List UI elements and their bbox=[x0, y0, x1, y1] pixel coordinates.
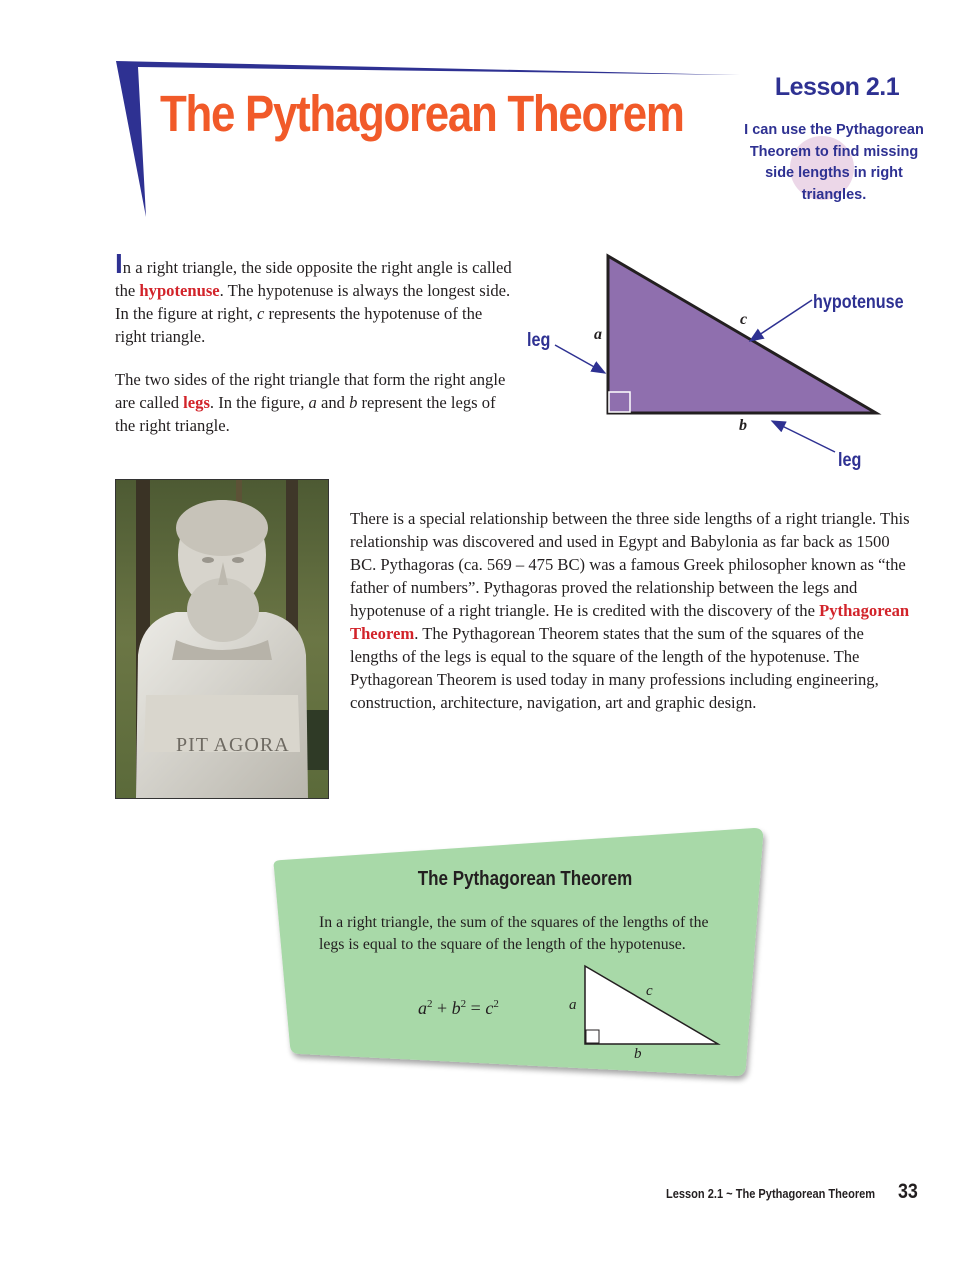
p1-var-c: c bbox=[256, 304, 265, 323]
term-pythagorean-theorem: Pythagorean Theorem bbox=[350, 601, 910, 643]
arrow-leg-left bbox=[555, 345, 605, 373]
small-var-b: b bbox=[634, 1046, 642, 1062]
theorem-card-title: The Pythagorean Theorem bbox=[417, 868, 633, 890]
formula-b: b bbox=[451, 998, 461, 1018]
learning-objective: I can use the Pythagorean Theorem to find missing side lengths in right triangles. bbox=[744, 122, 924, 203]
lesson-number: Lesson 2.1 bbox=[774, 73, 900, 101]
arrow-hypotenuse bbox=[750, 300, 812, 341]
var-c-label: c bbox=[740, 311, 748, 328]
formula-exp-b: 2 bbox=[460, 998, 467, 1010]
term-hypotenuse: hypotenuse bbox=[139, 281, 220, 300]
history-paragraph bbox=[350, 507, 915, 714]
p2-var-a: a bbox=[308, 393, 317, 412]
label-leg-left: leg bbox=[527, 330, 551, 351]
footer-lesson-title: Lesson 2.1 ~ The Pythagorean Theorem bbox=[666, 1186, 876, 1201]
page-title: The Pythagorean Theorem bbox=[160, 85, 684, 142]
history-text-b: . The Pythagorean Theorem states that the sum of the squares of the lengths of the legs is equal to the square of the length of the hypotenuse. The Pythagorean Theorem is used today in many professions including engineering, construction, architecture, navigation, art and graphic design. bbox=[350, 624, 879, 712]
p1-text-c: represents the hypotenuse of the right triangle. bbox=[115, 304, 483, 346]
triangle-shape bbox=[608, 256, 876, 413]
p2-text-a: The two sides of the right triangle that form the right angle are called bbox=[115, 370, 506, 412]
small-var-a: a bbox=[569, 997, 577, 1013]
intro-paragraph-2 bbox=[115, 368, 515, 437]
p2-text-and: and bbox=[316, 393, 350, 412]
term-legs: legs bbox=[183, 393, 210, 412]
statue-inscription: PIT AGORA bbox=[176, 734, 290, 756]
var-a-label: a bbox=[594, 326, 602, 343]
formula-c: c bbox=[485, 998, 494, 1018]
small-var-c: c bbox=[646, 983, 653, 999]
label-hypotenuse: hypotenuse bbox=[813, 292, 904, 313]
formula-plus: + bbox=[437, 998, 448, 1018]
label-leg-bottom: leg bbox=[838, 450, 862, 471]
var-b-label: b bbox=[739, 417, 747, 434]
formula-a: a bbox=[418, 998, 427, 1018]
formula-equals: = bbox=[470, 998, 481, 1018]
arrow-leg-bottom bbox=[772, 421, 835, 452]
intro-paragraph-1 bbox=[115, 248, 515, 348]
small-right-triangle bbox=[560, 960, 730, 1055]
p1-text-b: . The hypotenuse is always the longest side. In the figure at right, bbox=[115, 281, 511, 323]
right-triangle-diagram bbox=[510, 245, 910, 475]
drop-cap: I bbox=[115, 248, 123, 279]
formula-exp-a: 2 bbox=[427, 998, 433, 1010]
page-number: 33 bbox=[898, 1180, 918, 1203]
p2-var-b: b bbox=[349, 393, 358, 412]
theorem-formula bbox=[418, 998, 499, 1019]
formula-exp-c: 2 bbox=[493, 998, 499, 1010]
pythagoras-bust-photo bbox=[115, 479, 329, 799]
theorem-statement: In a right triangle, the sum of the squares of the lengths of the legs is equal to the square of the length of the hypotenuse. bbox=[319, 914, 709, 953]
p2-text-b: . In the figure, bbox=[209, 393, 309, 412]
p2-text-c: represent the legs of the right triangle. bbox=[115, 393, 496, 435]
p1-text-a: n a right triangle, the side opposite the right angle is called the bbox=[115, 258, 512, 300]
history-text-a: There is a special relationship between the three side lengths of a right triangle. This relationship was discovered and used in Egypt and Babylonia as far back as 1500 BC. Pythagoras (ca. 569 – 475 BC) was a famous Greek philosopher known as “the father of numbers”. Pythagoras proved the relationship between the legs and hypotenuse of a right triangle. He is credited with the discovery of the bbox=[350, 509, 910, 620]
